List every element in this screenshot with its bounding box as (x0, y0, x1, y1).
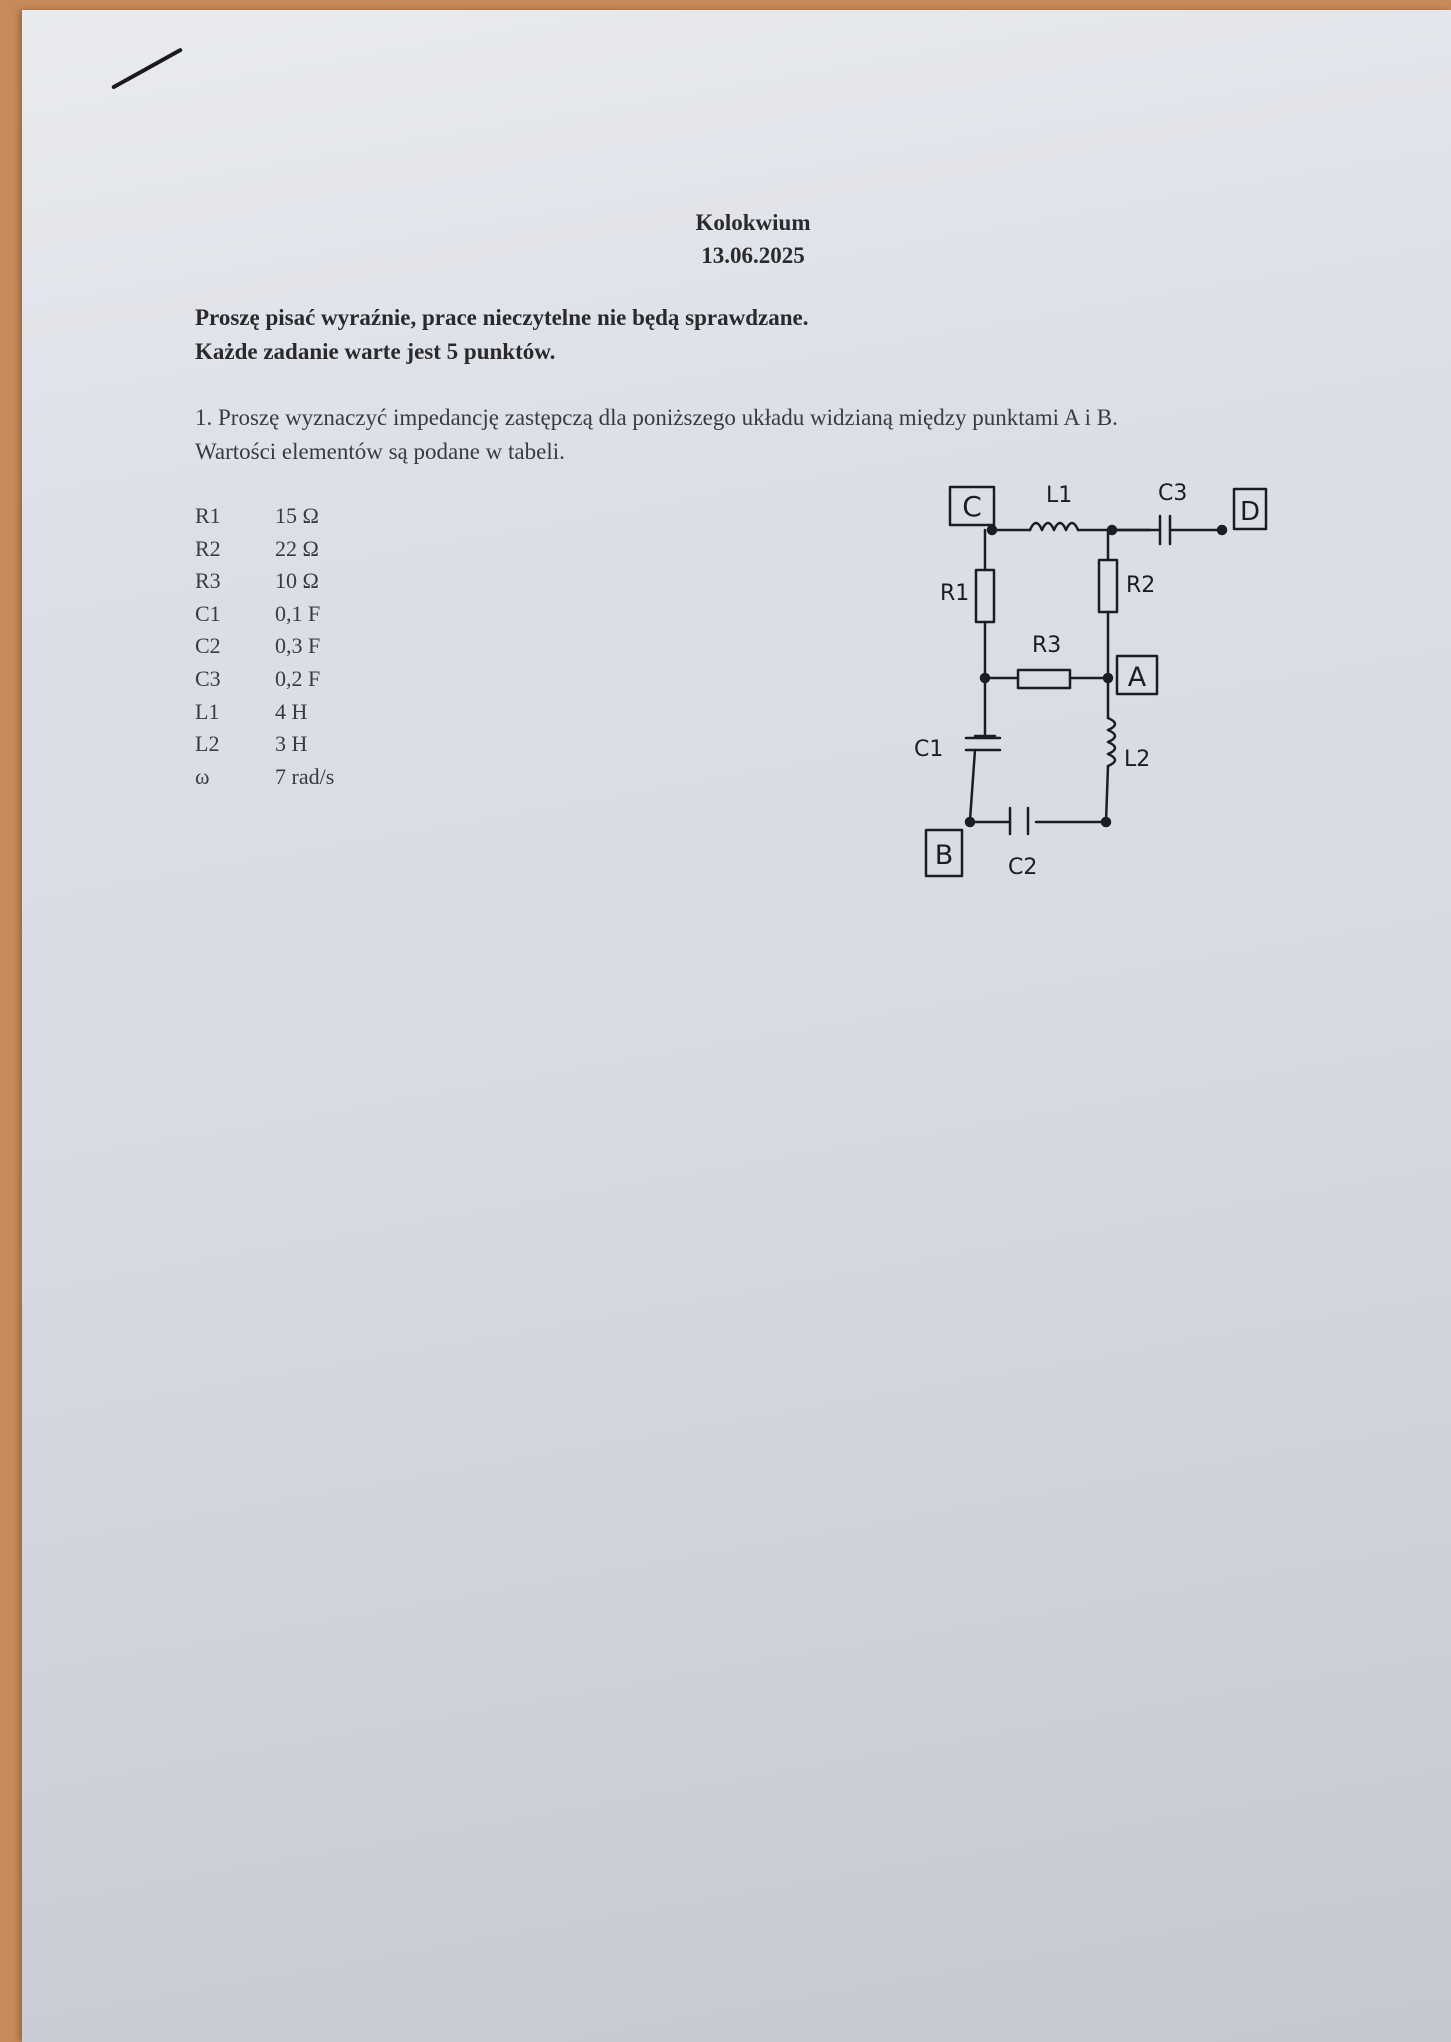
table-row (195, 633, 334, 666)
element-value: 15 Ω (275, 503, 319, 528)
node-dot (988, 526, 996, 534)
element-value: 3 H (275, 731, 308, 757)
element-name: C1 (195, 600, 221, 626)
task1-line-2: Wartości elementów są podane w tabeli. (195, 439, 565, 464)
node-d-label: D (1239, 497, 1261, 527)
node-dot (1218, 526, 1226, 534)
label-c3: C3 (1158, 481, 1188, 506)
table-row (195, 536, 334, 569)
element-name: R1 (195, 503, 221, 528)
resistor-r1 (976, 570, 994, 622)
element-value: 0,3 F (275, 633, 321, 659)
task1-line-1: 1. Proszę wyznaczyć impedancję zastępczą dla poniższego układu widzianą między punktami A i B. (195, 405, 1118, 430)
circuit-diagram (900, 465, 1300, 895)
table-row (195, 601, 334, 634)
label-r3: R3 (1032, 633, 1062, 658)
element-name: C2 (195, 633, 221, 659)
label-r2: R2 (1126, 573, 1156, 598)
label-c1: C1 (914, 737, 944, 762)
node-b-label: B (934, 840, 954, 871)
element-name: ω (195, 763, 210, 789)
table-row (195, 731, 334, 764)
label-c2: C2 (1008, 855, 1038, 880)
resistor-r3 (1018, 670, 1070, 688)
label-l2: L2 (1124, 747, 1151, 772)
resistor-r2 (1099, 560, 1117, 612)
page-date: 13.06.2025 (701, 243, 805, 268)
instruction-line-1: Proszę pisać wyraźnie, prace nieczytelne nie będą sprawdzane. (195, 305, 809, 330)
element-name: L2 (195, 731, 220, 757)
element-value: 10 Ω (275, 568, 319, 594)
element-name: R2 (195, 535, 221, 561)
table-row (195, 764, 334, 797)
table-row (195, 699, 334, 732)
element-value: 0,1 F (275, 600, 321, 626)
inductor-l1 (1030, 523, 1078, 530)
page-title: Kolokwium (695, 210, 811, 235)
node-dot (1104, 674, 1112, 682)
inductor-l2 (1108, 718, 1115, 766)
values-table (195, 503, 334, 796)
table-row (195, 666, 334, 699)
instruction-line-2: Każde zadanie warte jest 5 punktów. (195, 339, 556, 364)
table-row (195, 568, 334, 601)
element-name: C3 (195, 665, 221, 691)
element-value: 0,2 F (275, 665, 321, 691)
element-name: L1 (195, 698, 220, 724)
node-c-label: C (962, 490, 982, 523)
wire (970, 750, 975, 820)
element-value: 22 Ω (275, 535, 319, 561)
label-r1: R1 (940, 581, 970, 606)
wire (1106, 766, 1108, 822)
node-a-label: A (1127, 662, 1147, 693)
table-row (195, 503, 334, 536)
label-l1: L1 (1046, 483, 1073, 508)
element-name: R3 (195, 568, 221, 594)
element-value: 4 H (275, 698, 308, 724)
element-value: 7 rad/s (275, 763, 335, 789)
